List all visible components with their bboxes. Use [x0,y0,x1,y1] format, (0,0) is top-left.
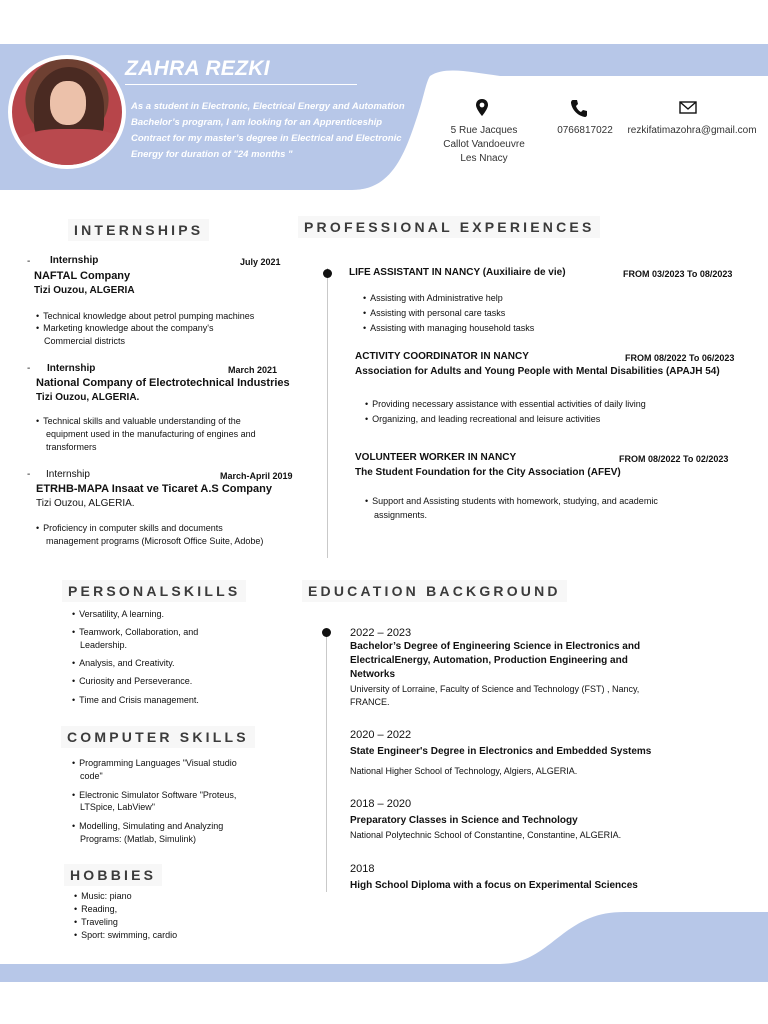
address [432,124,536,166]
envelope-icon [678,98,698,118]
dash: - [27,363,31,374]
education-degree: ElectricalEnergy, Automation, Production Engineering and [350,655,628,666]
internship-role: Internship [46,469,90,480]
computer-skill-item-cont: Programs: (Matlab, Simulink) [80,834,197,844]
education-school: National Higher School of Technology, Algiers, ALGERIA. [350,766,578,776]
experience-date: FROM 08/2022 To 06/2023 [625,353,735,363]
internship-date: March-April 2019 [220,471,293,481]
internship-company: NAFTAL Company [34,270,131,282]
skill-item: • Time and Crisis management. [72,695,199,705]
experience-bullet: • Organizing, and leading recreational and leisure activities [365,414,600,424]
hobby-item: • Traveling [74,917,118,927]
timeline-dot [323,269,332,278]
experience-role: LIFE ASSISTANT IN NANCY (Auxiliaire de vie) [349,267,566,278]
internship-bullet-cont: transformers [46,442,97,452]
education-years: 2020 – 2022 [350,729,412,741]
hobby-item: • Music: piano [74,891,132,901]
internship-location: Tizi Ouzou, ALGERIA. [36,392,140,403]
internship-bullet: • Proficiency in computer skills and documents [36,523,223,533]
education-years: 2018 – 2020 [350,798,412,810]
location-pin-icon [472,98,492,118]
experience-role: ACTIVITY COORDINATOR IN NANCY [355,351,529,362]
experience-role: VOLUNTEER WORKER IN NANCY [355,452,517,463]
experience-bullet: • Assisting with Administrative help [363,293,503,303]
footer-band [0,912,768,982]
experience-bullet: • Assisting with managing household tasks [363,323,534,333]
section-title-experiences: PROFESSIONAL EXPERIENCES [298,216,600,238]
hobby-item: • Sport: swimming, cardio [74,930,177,940]
phone-icon [569,98,589,118]
internship-bullet-cont: management programs (Microsoft Office Suite, Adobe) [46,536,264,546]
education-school: FRANCE. [350,697,390,707]
internship-date: July 2021 [240,257,281,267]
computer-skill-item: • Modelling, Simulating and Analyzing [72,821,223,831]
section-title-hobbies: HOBBIES [64,864,162,886]
experience-bullet: • Providing necessary assistance with essential activities of daily living [365,399,646,409]
computer-skill-item: • Programming Languages "Visual studio [72,758,237,768]
computer-skill-item: • Electronic Simulator Software "Proteus, [72,790,236,800]
internship-bullet-cont: Commercial districts [44,336,126,346]
computer-skill-item-cont: code" [80,771,103,781]
internship-location: Tizi Ouzou, ALGERIA [34,285,135,296]
internship-company: ETRHB-MAPA Insaat ve Ticaret A.S Company [36,483,272,495]
skill-item: • Analysis, and Creativity. [72,658,175,668]
skill-item: • Curiosity and Perseverance. [72,676,192,686]
skill-item-cont: Leadership. [80,640,128,650]
section-title-personal-skills: PERSONALSKILLS [62,580,246,602]
email-address: rezkifatimazohra@gmail.com [627,125,757,136]
address-line: 5 Rue Jacques [450,125,518,136]
profile-photo [8,55,126,169]
education-school: National Polytechnic School of Constantine, Constantine, ALGERIA. [350,830,622,840]
education-years: 2018 [350,863,375,875]
experience-org: The Student Foundation for the City Association (AFEV) [355,467,621,478]
objective-statement: As a student in Electronic, Electrical Energy and Automation Bachelor’s program, I am looking for an Apprenticeship Contract for my master’s degree in Electrical and Electronic Energy for duration of "24 months " [131,101,405,160]
education-degree: State Engineer's Degree in Electronics and Embedded Systems [350,746,652,757]
phone-number: 0766817022 [557,125,613,136]
dash: - [27,469,31,480]
experience-date: FROM 08/2022 To 02/2023 [619,454,729,464]
internship-bullet-cont: equipment used in the manufacturing of engines and [46,429,256,439]
internship-company: National Company of Electrotechnical Industries [36,377,290,389]
experience-bullet: • Assisting with personal care tasks [363,308,505,318]
education-degree: Bachelor’s Degree of Engineering Science in Electronics and [350,641,641,652]
internship-bullet: • Technical skills and valuable understanding of the [36,416,241,426]
experience-bullet: • Support and Assisting students with homework, studying, and academic [365,496,658,506]
address-line: Les Nnacy [460,153,508,164]
education-school: University of Lorraine, Faculty of Science and Technology (FST) , Nancy, [350,684,640,694]
experience-org: Association for Adults and Young People with Mental Disabilities (APAJH 54) [355,366,720,377]
candidate-name: ZAHRA REZKI [125,57,270,80]
education-degree: Networks [350,669,396,680]
experience-bullet-cont: assignments. [374,510,428,520]
education-years: 2022 – 2023 [350,627,412,639]
internship-location: Tizi Ouzou, ALGERIA. [36,498,135,509]
section-title-internships: INTERNSHIPS [68,219,209,241]
internship-date: March 2021 [228,365,278,375]
internship-role: Internship [50,255,99,266]
section-title-computer-skills: COMPUTER SKILLS [61,726,255,748]
name-underline [125,84,357,85]
timeline-dot [322,628,331,637]
timeline-line [327,268,328,558]
internship-bullet: • Technical knowledge about petrol pumping machines [36,311,254,321]
education-degree: High School Diploma with a focus on Experimental Sciences [350,880,638,891]
computer-skill-item-cont: LTSpice, LabView" [80,802,155,812]
address-line: Callot Vandoeuvre [443,139,525,150]
skill-item: • Versatility, A learning. [72,609,164,619]
skill-item: • Teamwork, Collaboration, and [72,627,198,637]
dash: - [27,256,31,267]
timeline-line [326,632,327,892]
internship-role: Internship [47,363,96,374]
education-degree: Preparatory Classes in Science and Technology [350,815,578,826]
internship-bullet: • Marketing knowledge about the company's [36,323,213,333]
experience-date: FROM 03/2023 To 08/2023 [623,269,733,279]
hobby-item: • Reading, [74,904,117,914]
section-title-education: EDUCATION BACKGROUND [302,580,567,602]
